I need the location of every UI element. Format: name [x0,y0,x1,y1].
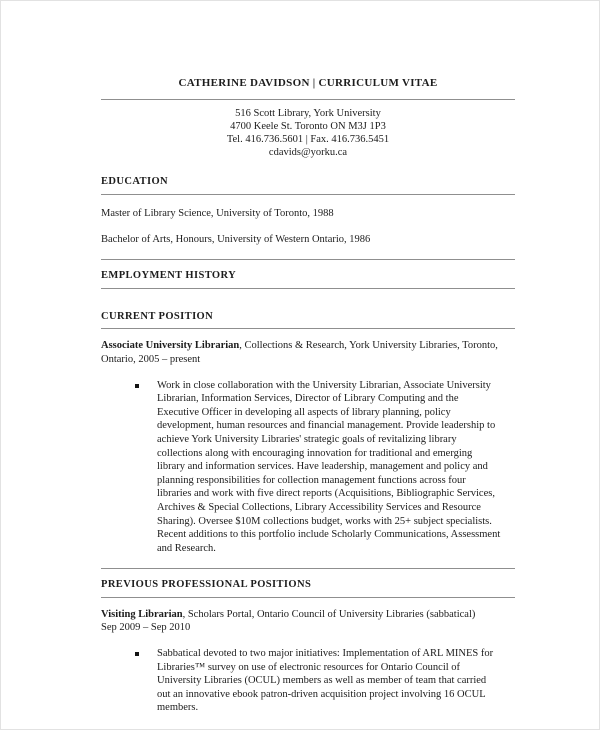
education-entry-masters: Master of Library Science, University of Toronto, 1988 [101,208,334,219]
previous-position-details: , Scholars Portal, Ontario Council of University Libraries (sabbatical) [182,608,476,620]
previous-position-line [101,608,515,622]
education-entry-bachelors: Bachelor of Arts, Honours, University of Western Ontario, 1986 [101,233,371,245]
current-position-bullet-item [101,379,515,556]
previous-position-bullet-item [101,647,515,715]
title-divider [101,99,515,100]
current-position-description: Work in close collaboration with the University Librarian, Associate University Librarian, Information Services, Director of Library Computing and the Executive Officer in developing all aspects of library planning, policy development, human resources and financial management. Provide leadership to achieve York University Libraries' strategic goals of revitalizing library collections along with encouraging innovation for traditional and emerging library and information services. Have leadership, management and policy and planning responsibilities for collection management functions across four libraries and work with five direct reports (Acquisitions, Bibliographic Services, Archives & Special Collections, Library Accessibility Services and Resource Sharing). Oversee $10M collections budget, works with 25+ subject specialists. Recent additions to this portfolio include Scholarly Communications, Assessment and Research. [157,379,501,554]
document-title: CATHERINE DAVIDSON | CURRICULUM VITAE [178,77,438,89]
contact-address-line1: 516 Scott Library, York University [235,107,381,119]
section-heading-current-position: CURRENT POSITION [101,310,515,330]
section-divider [101,259,515,260]
current-position-details: , Collections & Research, York University Libraries, Toronto, Ontario, 2005 – present [101,340,498,365]
square-bullet-icon [135,652,139,656]
contact-address-line2: 4700 Keele St. Toronto ON M3J 1P3 [230,120,386,132]
section-heading-previous-positions: PREVIOUS PROFESSIONAL POSITIONS [101,578,515,598]
contact-email: cdavids@yorku.ca [268,147,348,159]
current-position-title: Associate University Librarian [101,340,240,352]
previous-position-description: Sabbatical devoted to two major initiatives: Implementation of ARL MINES for Libraries™ survey on use of electronic resources for Ontario Council of University Libraries (OCUL) members as well as member of team that carried out an innovative ebook patron-driven acquisition project involving 16 OCUL members. [157,648,494,714]
section-heading-employment-history: EMPLOYMENT HISTORY [101,269,515,289]
section-divider [101,568,515,569]
contact-block [101,107,515,160]
section-heading-education: EDUCATION [101,175,515,195]
previous-position-title: Visiting Librarian [101,608,183,620]
square-bullet-icon [135,384,139,388]
previous-position-dates: Sep 2009 – Sep 2010 [101,622,191,634]
contact-phone-fax: Tel. 416.736.5601 | Fax. 416.736.5451 [226,134,390,145]
current-position-line [101,339,515,366]
